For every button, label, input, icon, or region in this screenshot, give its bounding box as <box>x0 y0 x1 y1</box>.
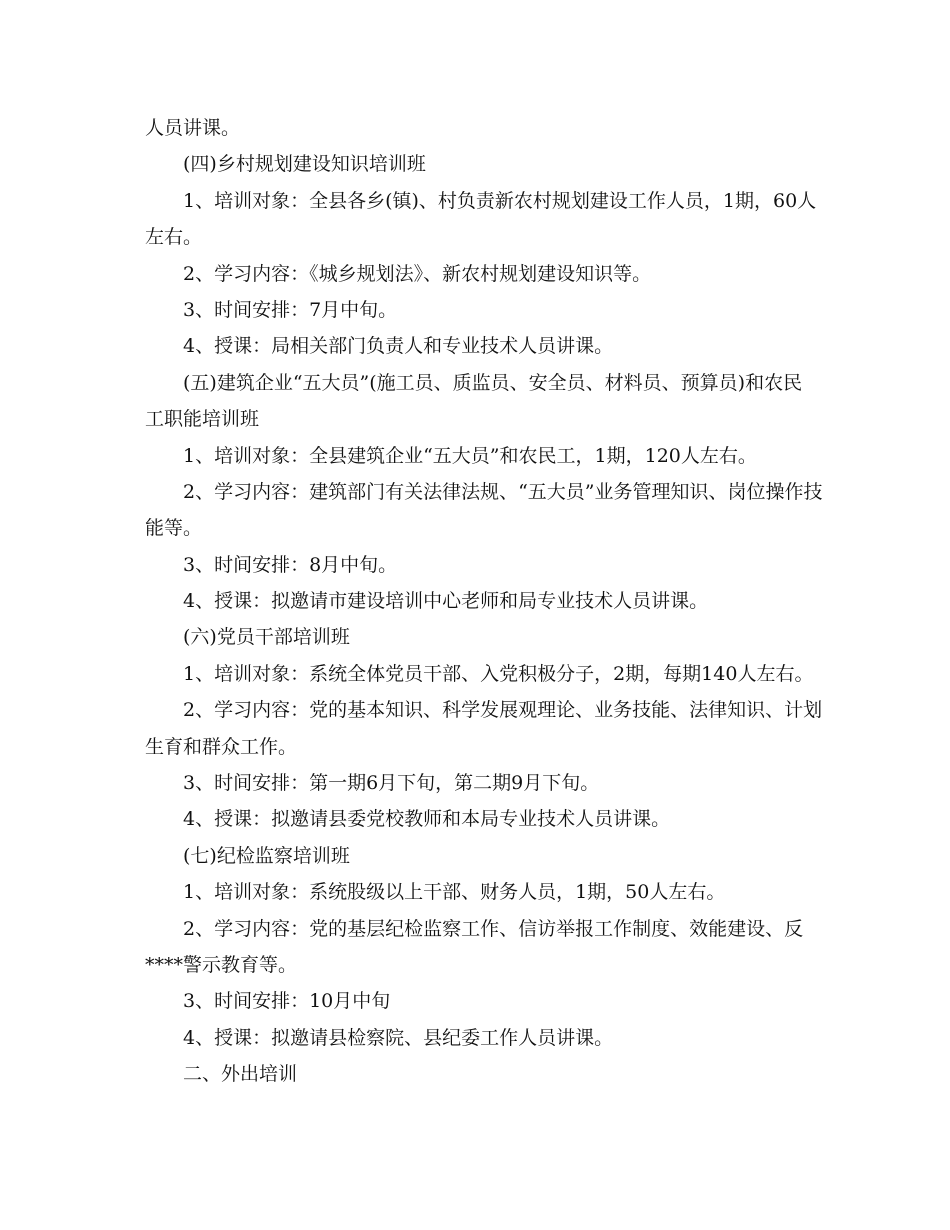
section-heading: (五)建筑企业“五大员”(施工员、质监员、安全员、材料员、预算员)和农民 <box>183 371 803 394</box>
section-heading: (六)党员干部培训班 <box>183 626 350 649</box>
paragraph-line: 3、时间安排：7月中旬。 <box>183 298 398 321</box>
paragraph-line: 2、学习内容：党的基本知识、科学发展观理论、业务技能、法律知识、计划 <box>183 699 823 722</box>
paragraph-line: 3、时间安排：第一期6月下旬，第二期9月下旬。 <box>183 772 600 795</box>
section-heading: 工职能培训班 <box>145 408 260 431</box>
paragraph-line: 能等。 <box>145 517 203 540</box>
paragraph-line: 3、时间安排：8月中旬。 <box>183 553 398 576</box>
paragraph-line: 生育和群众工作。 <box>145 735 298 758</box>
paragraph-line: 4、授课：拟邀请县委党校教师和本局专业技术人员讲课。 <box>183 808 671 831</box>
paragraph-line: 1、培训对象：全县建筑企业“五大员”和农民工，1期，120人左右。 <box>183 444 757 467</box>
paragraph-line: 4、授课：拟邀请市建设培训中心老师和局专业技术人员讲课。 <box>183 590 709 613</box>
paragraph-line: 4、授课：局相关部门负责人和专业技术人员讲课。 <box>183 335 614 358</box>
paragraph-line: 人员讲课。 <box>145 117 241 139</box>
section-heading: 二、外出培训 <box>183 1063 298 1086</box>
paragraph-line: ****警示教育等。 <box>145 953 298 976</box>
paragraph-line: 左右。 <box>145 226 203 249</box>
paragraph-line: 4、授课：拟邀请县检察院、县纪委工作人员讲课。 <box>183 1026 614 1049</box>
section-heading: (四)乡村规划建设知识培训班 <box>183 153 426 176</box>
paragraph-line: 1、培训对象：系统全体党员干部、入党积极分子，2期，每期140人左右。 <box>183 662 814 685</box>
paragraph-line: 1、培训对象：全县各乡(镇)、村负责新农村规划建设工作人员，1期，60人 <box>183 189 817 212</box>
document-body <box>145 110 823 1093</box>
paragraph-line: 1、培训对象：系统股级以上干部、财务人员，1期，50人左右。 <box>183 881 726 904</box>
paragraph-line: 2、学习内容：党的基层纪检监察工作、信访举报工作制度、效能建设、反 <box>183 917 804 940</box>
section-heading: (七)纪检监察培训班 <box>183 844 350 867</box>
paragraph-line: 2、学习内容：建筑部门有关法律法规、“五大员”业务管理知识、岗位操作技 <box>183 480 823 503</box>
paragraph-line: 2、学习内容：《城乡规划法》、新农村规划建设知识等。 <box>183 262 652 285</box>
paragraph-line: 3、时间安排：10月中旬 <box>183 990 391 1013</box>
